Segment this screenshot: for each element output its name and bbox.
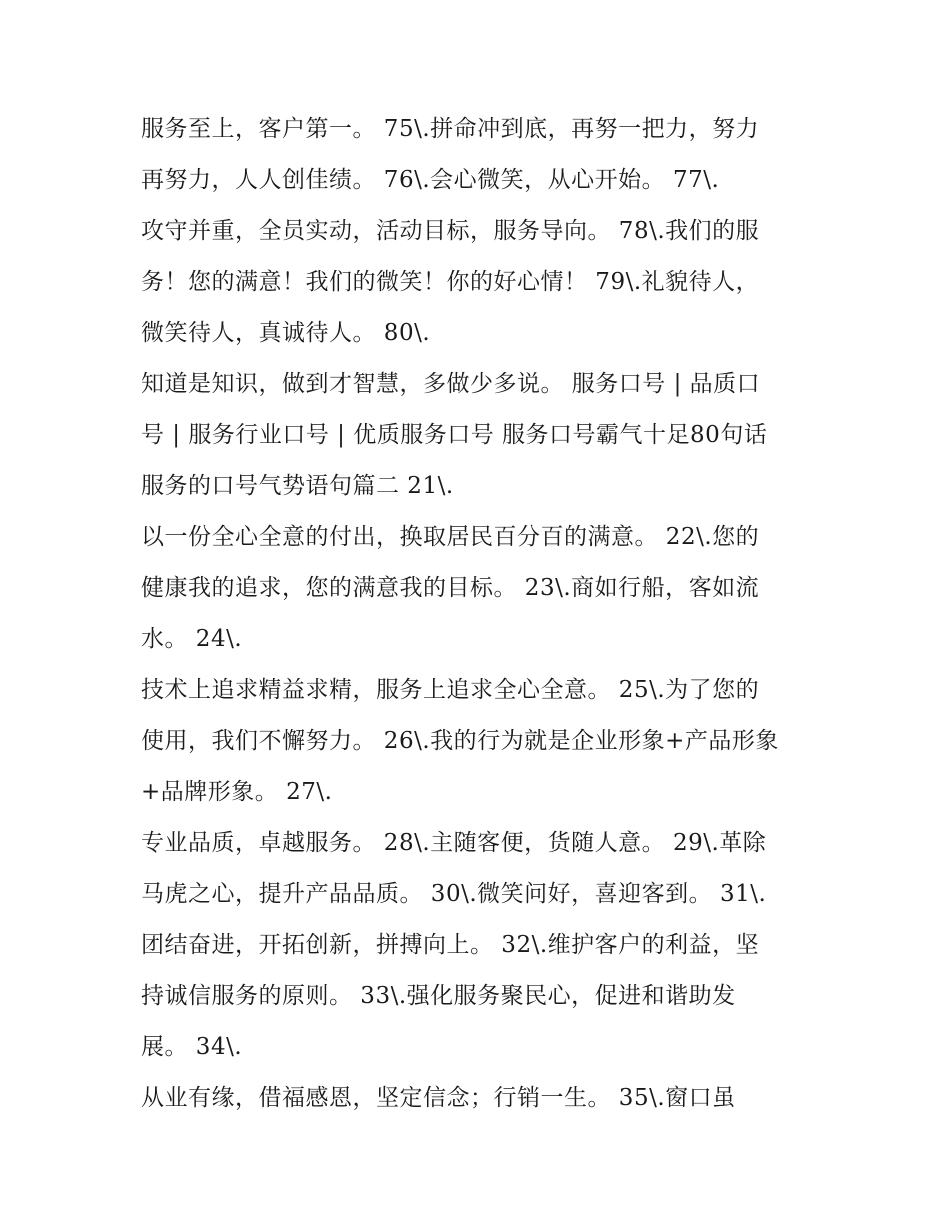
text-line-7: 号 | 服务行业口号 | 优质服务口号 服务口号霸气十足80句话 [141,422,768,448]
text-line-5: 微笑待人，真诚待人。 80\. [141,320,431,346]
text-line-15: 专业品质，卓越服务。 28\.主随客便，货随人意。 29\.革除 [141,830,767,856]
text-line-12: 技术上追求精益求精，服务上追求全心全意。 25\.为了您的 [141,677,760,703]
text-line-14: +品牌形象。 27\. [141,779,333,805]
text-line-13: 使用，我们不懈努力。 26\.我的行为就是企业形象+产品形象 [141,728,779,754]
text-line-11: 水。 24\. [141,626,243,652]
text-line-17: 团结奋进，开拓创新，拼搏向上。 32\.维护客户的利益，坚 [141,932,760,958]
text-line-1: 服务至上，客户第一。 75\.拼命冲到底，再努一把力，努力 [141,116,760,142]
text-line-8: 服务的口号气势语句篇二 21\. [141,473,454,499]
text-line-20: 从业有缘，借福感恩，坚定信念；行销一生。 35\.窗口虽 [141,1085,736,1111]
text-line-4: 务！您的满意！我们的微笑！你的好心情！ 79\.礼貌待人， [141,269,760,295]
text-line-18: 持诚信服务的原则。 33\.强化服务聚民心，促进和谐助发 [141,983,736,1009]
text-line-3: 攻守并重，全员实动，活动目标，服务导向。 78\.我们的服 [141,218,760,244]
text-line-10: 健康我的追求，您的满意我的目标。 23\.商如行船，客如流 [141,575,760,601]
text-line-2: 再努力，人人创佳绩。 76\.会心微笑，从心开始。 77\. [141,167,720,193]
text-line-19: 展。 34\. [141,1034,243,1060]
text-line-16: 马虎之心，提升产品品质。 30\.微笑问好，喜迎客到。 31\. [141,881,767,907]
document-body [141,104,821,1124]
text-line-6: 知道是知识，做到才智慧，多做少多说。 服务口号 | 品质口 [141,371,761,397]
text-line-9: 以一份全心全意的付出，换取居民百分百的满意。 22\.您的 [141,524,760,550]
